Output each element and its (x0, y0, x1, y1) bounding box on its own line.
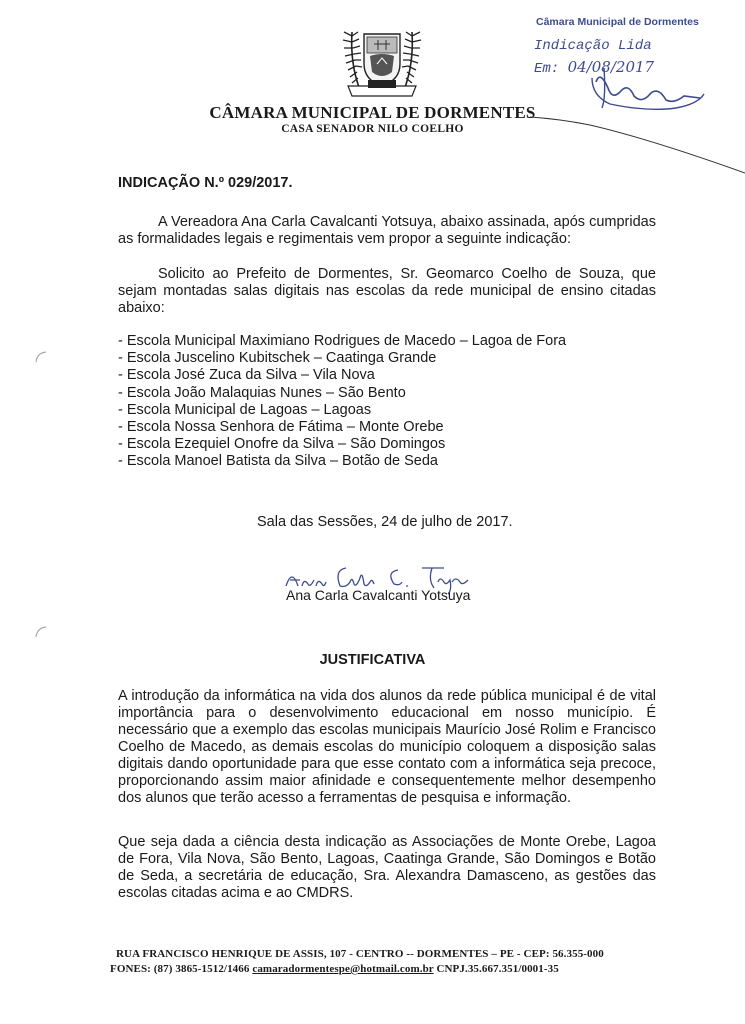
punch-hole-mark-icon (34, 625, 48, 639)
list-item: - Escola Nossa Senhora de Fátima – Monte Orebe (118, 419, 444, 436)
received-stamp (508, 8, 730, 120)
stamp-date-label: Em: (534, 61, 560, 77)
list-item: - Escola João Malaquias Nunes – São Bento (118, 384, 406, 401)
school-list (118, 333, 566, 471)
justification-paragraph-2: Que seja dada a ciência desta indicação as Associações de Monte Orebe, Lagoa de Fora, Vila Nova, São Bento, Lagoas, Caatinga Grande, São Domingos e Botão de Seda, a secretária de educação, Sra. Alexandra Damasceno, as gestões das escolas citadas acima e ao CMDRS. (118, 834, 656, 901)
list-item: - Escola Juscelino Kubitschek – Caatinga Grande (118, 350, 437, 367)
list-item: - Escola Municipal de Lagoas – Lagoas (118, 401, 372, 418)
list-item: - Escola José Zuca da Silva – Vila Nova (118, 367, 375, 384)
footer-address: RUA FRANCISCO HENRIQUE DE ASSIS, 107 - CENTRO -- DORMENTES – PE - CEP: 56.355-000 (116, 948, 604, 960)
stamp-line-3 (534, 58, 654, 77)
stamp-line-1: Câmara Municipal de Dormentes (536, 16, 699, 28)
request-paragraph: Solicito ao Prefeito de Dormentes, Sr. Geomarco Coelho de Souza, que sejam montadas salas digitais nas escolas da rede municipal de ensino citadas abaixo: (118, 266, 656, 316)
signer-name: Ana Carla Cavalcanti Yotsuya (286, 587, 471, 603)
list-item: - Escola Manoel Batista da Silva – Botão de Seda (118, 453, 438, 470)
punch-hole-mark-icon (34, 350, 48, 364)
stamp-date-value: 04/08/2017 (567, 58, 655, 76)
stamp-line-2: Indicação Lida (534, 38, 652, 54)
justification-paragraph-1: A introdução da informática na vida dos alunos da rede pública municipal é de vital importância para o desenvolvimento educacional em nosso município. É necessário que a exemplo das escolas municipais Maurício José Rolim e Francisco Coelho de Macedo, as demais escolas do município coloquem a disposição salas digitais dando oportunidade para que esse contato com a informática seja precoce, proporcionando assim maior afinidade e consequentemente melhor desempenho dos alunos que terão acesso a ferramentas de pesquisa e informação. (118, 688, 656, 806)
justification-title: JUSTIFICATIVA (319, 652, 426, 668)
municipal-crest-icon (330, 24, 434, 100)
place-date: Sala das Sessões, 24 de julho de 2017. (257, 514, 513, 530)
org-name: CÂMARA MUNICIPAL DE DORMENTES (209, 103, 536, 122)
list-item: - Escola Ezequiel Onofre da Silva – São Domingos (118, 436, 446, 453)
footer-contact (110, 963, 559, 975)
list-item: - Escola Municipal Maximiano Rodrigues de Macedo – Lagoa de Fora (118, 333, 567, 349)
footer-cnpj: CNPJ.35.667.351/0001-35 (436, 963, 559, 975)
document-number: INDICAÇÃO N.º 029/2017. (118, 175, 293, 191)
intro-paragraph: A Vereadora Ana Carla Cavalcanti Yotsuya, abaixo assinada, após cumpridas as formalidades legais e regimentais vem propor a seguinte indicação: (118, 214, 656, 247)
footer-email-link[interactable]: camaradormentespe@hotmail.com.br (252, 963, 434, 975)
org-subtitle: CASA SENADOR NILO COELHO (281, 123, 464, 135)
footer-phones: FONES: (87) 3865-1512/1466 (110, 963, 250, 975)
